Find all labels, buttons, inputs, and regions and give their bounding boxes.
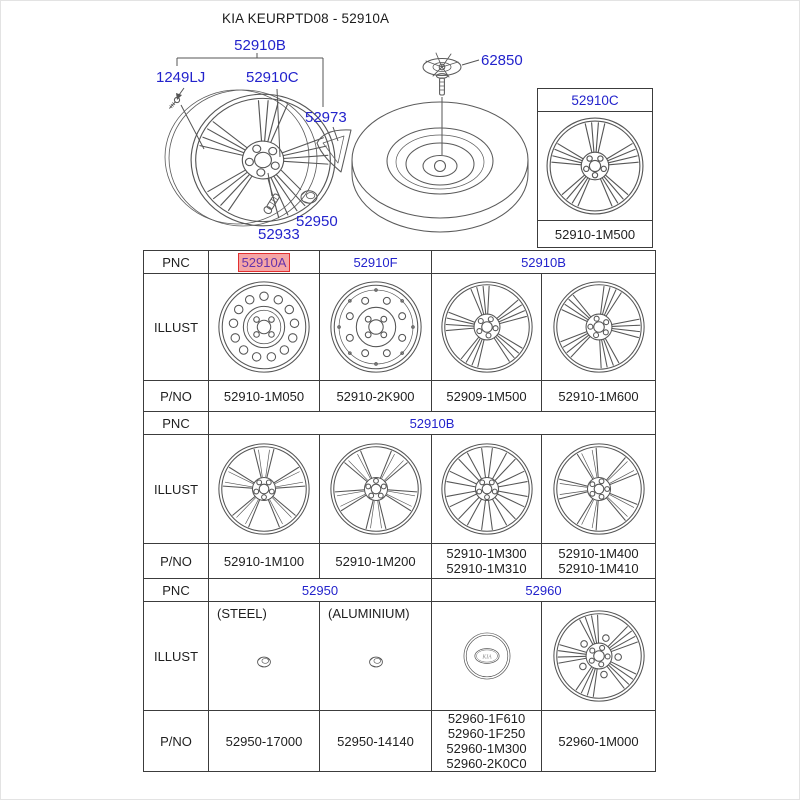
pnc-code[interactable]: 52910B <box>521 254 566 270</box>
material-label-aluminium: (ALUMINIUM) <box>328 606 410 621</box>
pnc-cell <box>432 579 656 602</box>
part-number-line: 52910-1M410 <box>558 561 639 576</box>
steel-wheel-illustration <box>328 279 424 375</box>
illust-cell <box>320 602 432 711</box>
side-pnc-cell <box>538 89 652 112</box>
part-number-cell: 52910-1M050 <box>209 381 320 412</box>
steel-wheel-illustration <box>216 279 312 375</box>
part-label-52973[interactable]: 52973 <box>305 109 347 126</box>
alloy-wheel-illustration <box>439 279 535 375</box>
part-label-1249lj[interactable]: 1249LJ <box>156 69 206 86</box>
pnc-cell <box>432 251 656 274</box>
row-header-illust: ILLUST <box>144 602 209 711</box>
row-header-illust: ILLUST <box>144 435 209 544</box>
pno-row-1 <box>144 381 656 412</box>
wheel-nut-illustration <box>254 654 274 670</box>
illust-row-2 <box>144 435 656 544</box>
illust-cell <box>432 435 542 544</box>
part-number-cell: 52960-1M000 <box>542 711 656 772</box>
pnc-row-2 <box>144 412 656 435</box>
part-number-line: 52960-2K0C0 <box>446 756 527 772</box>
alloy-wheel-illustration <box>439 441 535 537</box>
part-number-cell: 52950-14140 <box>320 711 432 772</box>
illust-cell <box>542 274 656 381</box>
row-header-pnc: PNC <box>144 251 209 274</box>
part-number-line: 52960-1M300 <box>446 741 527 757</box>
page-title: KIA KEURPTD08 - 52910A <box>222 11 390 26</box>
illust-cell <box>209 602 320 711</box>
pnc-row-1 <box>144 251 656 274</box>
pnc-cell <box>209 579 432 602</box>
part-number-cell <box>432 711 542 772</box>
alloy-wheel-illustration <box>544 115 646 217</box>
illust-cell <box>542 435 656 544</box>
part-number-cell: 52910-2K900 <box>320 381 432 412</box>
pnc-code-highlighted[interactable]: 52910A <box>238 253 291 272</box>
part-number-cell <box>542 544 656 579</box>
wheel-nut-illustration <box>366 654 386 670</box>
row-header-pnc: PNC <box>144 579 209 602</box>
alloy-wheel-illustration <box>551 441 647 537</box>
part-number-line: 52960-1F250 <box>447 726 526 742</box>
illust-cell <box>432 274 542 381</box>
pnc-cell <box>209 251 320 274</box>
kia-center-cap-illustration <box>455 624 519 688</box>
row-header-pnc: PNC <box>144 412 209 435</box>
row-header-pno: P/NO <box>144 544 209 579</box>
part-number-line: 52960-1F610 <box>447 711 526 726</box>
spare-tire-illustration <box>352 102 528 232</box>
pnc-code[interactable]: 52960 <box>525 582 562 598</box>
illust-cell <box>320 435 432 544</box>
pnc-cell <box>209 412 656 435</box>
svg-text:KIA: KIA <box>481 654 492 661</box>
part-number-cell: 52910-1M100 <box>209 544 320 579</box>
part-number-cell: 52950-17000 <box>209 711 320 772</box>
illust-cell <box>320 274 432 381</box>
illust-row-1 <box>144 274 656 381</box>
pnc-code[interactable]: 52910B <box>409 415 455 431</box>
part-number-line: 52910-1M310 <box>446 561 527 576</box>
row-header-illust: ILLUST <box>144 274 209 381</box>
part-number-cell: 52909-1M500 <box>432 381 542 412</box>
part-label-62850[interactable]: 62850 <box>481 52 523 69</box>
alloy-wheel-illustration <box>551 279 647 375</box>
part-number-line: 52910-1M400 <box>558 545 639 561</box>
parts-table <box>143 250 656 772</box>
illust-cell <box>209 274 320 381</box>
alloy-wheel-illustration <box>328 441 424 537</box>
part-label-52910b[interactable]: 52910B <box>234 37 286 54</box>
illust-cell <box>432 602 542 711</box>
pnc-code[interactable]: 52910F <box>353 254 398 270</box>
part-label-52933[interactable]: 52933 <box>258 226 300 243</box>
pnc-cell <box>320 251 432 274</box>
side-reference-table <box>537 88 653 248</box>
pnc-row-3 <box>144 579 656 602</box>
pno-row-3 <box>144 711 656 772</box>
illust-row-3 <box>144 602 656 711</box>
wheel-cover-illustration <box>551 608 647 704</box>
illust-cell <box>209 435 320 544</box>
pno-row-2 <box>144 544 656 579</box>
side-illust-cell <box>538 112 652 221</box>
side-pno-cell <box>538 221 652 247</box>
side-pnc-code[interactable]: 52910C <box>571 92 619 108</box>
part-number-cell <box>432 544 542 579</box>
illust-cell <box>542 602 656 711</box>
row-header-pno: P/NO <box>144 381 209 412</box>
spare-tire-clamp-illustration <box>423 53 461 95</box>
part-number-line: 52910-1M300 <box>446 545 527 561</box>
part-number-cell: 52910-1M200 <box>320 544 432 579</box>
wheel-bolt-illustration <box>168 96 181 110</box>
part-number-cell: 52910-1M600 <box>542 381 656 412</box>
row-header-pno: P/NO <box>144 711 209 772</box>
alloy-wheel-illustration <box>216 441 312 537</box>
side-part-number: 52910-1M500 <box>554 226 636 242</box>
pnc-code[interactable]: 52950 <box>301 582 339 598</box>
part-label-52910c[interactable]: 52910C <box>246 69 299 86</box>
material-label-steel: (STEEL) <box>217 606 267 621</box>
part-label-52950[interactable]: 52950 <box>296 213 338 230</box>
